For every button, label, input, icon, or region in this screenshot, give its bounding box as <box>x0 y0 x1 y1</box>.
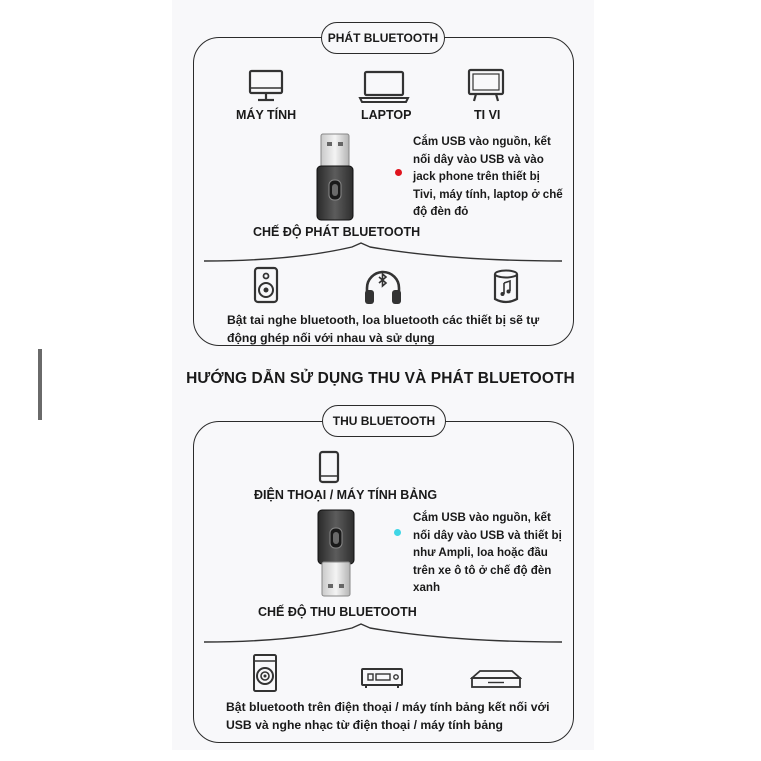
smart-speaker-icon <box>492 269 520 305</box>
phone-icon <box>318 450 340 484</box>
usb-dongle-transmit <box>314 132 356 222</box>
page-heading: HƯỚNG DẪN SỬ DỤNG THU VÀ PHÁT BLUETOOTH <box>186 370 575 387</box>
transmit-mode-label: CHẾ ĐỘ PHÁT BLUETOOTH <box>253 225 421 239</box>
transmit-divider-arc <box>202 241 564 263</box>
speaker-icon <box>253 266 279 304</box>
receive-source-label: ĐIỆN THOẠI / MÁY TÍNH BẢNG <box>254 488 438 502</box>
receive-instruction: Cắm USB vào nguồn, kết nối dây vào USB và thiết bị như Ampli, loa hoặc đầu trên xe ô tô ở chế độ đèn xanh <box>413 511 562 594</box>
transmit-footer: Bật tai nghe bluetooth, loa bluetooth các thiết bị sẽ tự động ghép nối với nhau và sử dụng <box>227 313 540 345</box>
cyan-indicator-dot <box>394 529 401 536</box>
source-label-computer: MÁY TÍNH <box>236 108 297 122</box>
receive-footer: Bật bluetooth trên điện thoại / máy tính bảng kết nối với USB và nghe nhạc từ điện thoại / máy tính bảng <box>226 700 550 732</box>
receiver-box-icon <box>470 668 522 690</box>
source-label-tv: TI VI <box>474 108 501 122</box>
transmit-instruction: Cắm USB vào nguồn, kết nối dây vào USB và vào jack phone trên thiết bị Tivi, máy tính, laptop ở chế độ đèn đỏ <box>413 135 563 218</box>
monitor-icon <box>247 69 285 103</box>
source-label-laptop: LAPTOP <box>361 108 412 122</box>
amplifier-icon <box>360 666 404 690</box>
laptop-icon <box>358 70 410 104</box>
tv-icon <box>466 68 506 104</box>
bluetooth-headphones-icon <box>362 266 404 306</box>
receive-divider-arc <box>202 622 564 644</box>
red-indicator-dot <box>395 169 402 176</box>
hifi-speaker-icon <box>251 653 279 693</box>
receive-title: THU BLUETOOTH <box>322 405 446 437</box>
receive-mode-label: CHẾ ĐỘ THU BLUETOOTH <box>258 605 417 619</box>
usb-dongle-receive <box>315 508 357 598</box>
transmit-title: PHÁT BLUETOOTH <box>321 22 445 54</box>
